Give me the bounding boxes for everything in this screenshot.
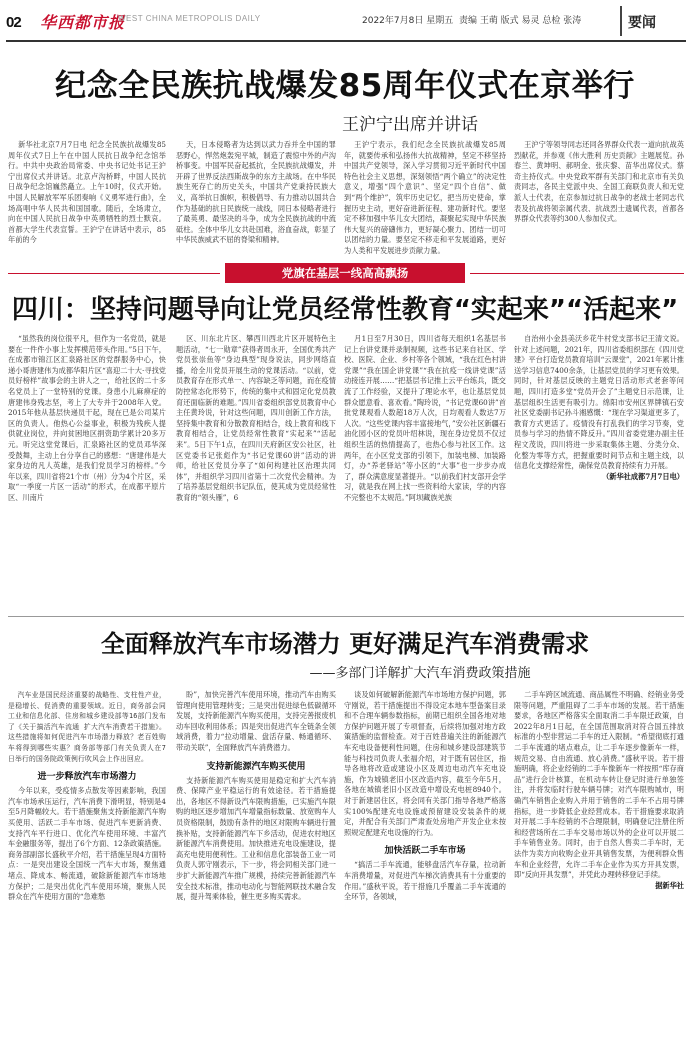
section-label: 要闻 [620,6,690,36]
article1-column-3: 王沪宁表示，我们纪念全民族抗战爆发85周年，就要传承和弘扬伟大抗战精神，坚定不移坚持中国共产党领导，深入学习贯彻习近平新时代中国特色社会主义思想，深刻领悟“两个确立”的决定性意义，增强“四个意识”、坚定“四个自信”、做到“两个维护”，筑牢历史记忆，把当历史使命，掌握历史主动，更好奋进新征程、建功新时代。要坚定不移加强中华儿女大团结，凝聚起实现中华民族伟大复兴的磅礴伟力，更好凝心聚力、团结一切可以团结的力量。要坚定不移走和平发展道路，更好为人类和平发展进步贡献力量。 [344,140,506,255]
article3-subhead-2: 支持新能源汽车购买使用 [206,761,306,772]
banner-rule-left [8,273,220,274]
article2-headline: 四川：坚持问题导向让党员经常性教育“实起来”“活起来” [11,295,679,325]
article2-source: （新华社成都7月7日电） [602,471,684,481]
issue-info [362,13,581,26]
article3-column-2: 盼”，加快完善汽车使用环境，推动汽车由购买管理向使用管理转变；三是突出促进绿色低碳循环发展，支持新能源汽车购买使用，支持完善报废机动车回收利用体系；四是突出促进汽车全链条全领域消费，着力“拉动增量、盘活存量、畅通循环、带动关联”，全面释放汽车消费潜力。 支持新能源汽车购买使用 支持新能源汽车购买使用是稳定和扩大汽车消费、保障产业平稳运行的有效途径。若干措施提出，各地区不得新设汽车限购措施，已实施汽车限购的地区逐步增加汽车增量指标数量、放宽购车人员资格限制，鼓励有条件的地区对限购车辆进行置换补贴，支持新能源汽车下乡活动，促进农村地区新能源汽车消费使用。加快推进充电设施建设，提高充电使用便利性。工业和信息化部装备工业一司负责人郭守刚表示，下一步，将会同相关部门进一步扩大新能源汽车推广规模，持续完善新能源汽车安全技术标准，推动电动化与智能网联技术融合发展，提升驾乘体验，催生更多购买需求。 [176,690,336,902]
article3-column-4: 二手车跨区域流通、商品属性不明确、经销业务受限等问题，严重阻碍了二手车市场的发展。若干措施要求，各地区严格落实全面取消二手车限迁政策，自2022年8月1日起，在全国范围取消对符合国五排放标准的小型非营运二手车的迁入限制。“希望彻底打通二手车流通的堵点难点，让二手车逐步像新车一样，规范交易、自由流通、放心消费。”盛秋平说。若干措施明确，将企业经销的二手车像新车一样按照“库存商品”进行会计核算，在机动车转让登记时进行单独签注，并将发临时行驶车辆号牌；对汽车限购城市，明确汽车销售企业购入并用于销售的二手车不占用号牌指标，进一步降低企业经营成本。若干措施要求取消对开展二手车经销的不合理限制，明确登记注册住所和经营场所在二手车交易市场以外的企业可以开展二手车销售业务。同时，由于自然人售卖二手车时，无法作为卖方向收购企业开具销售发票，为便利群众售车和企业经营，允许二手车企业作为买方开具发票，即“反向开具发票”，并凭此办理转移登记手续。 据新华社 [514,690,684,890]
paper-logo: 华西都市报 [40,13,126,32]
section-divider [8,616,684,617]
header-divider [6,40,686,42]
article3-column-3: 谈及如何破解新能源汽车市场地方保护问题，郭守刚说，若干措施提出不得设定本地车型备案目录和不合理车辆参数指标，前期已组织全国各地对地方保护问题开展了专项督查，后续将加强对地方政策措施的监督检查。对于百姓普遍关注的新能源汽车充电设备便利性问题，住房和城乡建设部建筑节能与科技司负责人张福介绍，对于既有居住区，指导各地将改造或建设小区及周边电动汽车充电设施，作为城镇老旧小区改造内容，截至今年5月，各地在城镇老旧小区改造中增设充电桩8940个。对于新建居住区，将会同有关部门指导各地严格落实100%配建充电设施或预留建设安装条件的规定，并配合有关部门严肃查处房地产开发企业未按照规定配建充电设施的行为。 加快活跃二手车市场 “搞活二手车流通，能够盘活汽车存量，拉动新车消费增量，对促进汽车梯次消费具有十分重要的作用。”盛秋平说，若干措施几乎覆盖二手车流通的全环节，各领域， [344,690,506,902]
article2-column-2: 区、川东北片区、攀西川西北片区开展特色主题活动，“七一勋章”获得者周永开，全国优秀共产党员张崇鱼等“身边典型”现身说法，同步网络直播，给全川党员开展生动的党课活动。“以前，党员教育存在形式单一、内容缺乏等问题，而在疫情防控常态化形势下，传统的集中式和固定化党员教育还面临新的难题。”四川省委组织部党员教育中心主任黄玲说，针对这些问题，四川创新工作方法，坚持集中教育和分散教育相结合，线上教育和线下教育相结合，让党员经常性教育“实起来”“活起来”。5日下午1点，在四川天府新区安公社区，社区党委书记张彪作为“书记党课60讲”活动的讲师，给社区党员分享了“如何构建社区治理共同体”，并组织学习四川省第十二次党代会精神。为了培养基层党组织书记队伍，使其成为党员经常性教育的“领头雁”，6 [176,334,336,502]
page-header [0,0,690,44]
article3-headline: 全面释放汽车市场潜力 更好满足汽车消费需求 [100,630,590,658]
article3-subhead-3: 加快活跃二手车市场 [384,846,466,857]
article2-column-4: 自治州小金县美沃乡花牛村党支部书记王清文说。针对上述问题，2021年，四川省委组织部在《四川党建》平台打造党员教育培训“云课堂”，2021年累计推送学习信息7400余条，让基层党员的学习更有效果。同时，针对基层反映的主题党日活动形式老套等问题，四川打造多堂“党员开会了”主题党日示范课，让基层组织生活更有吸引力。绵阳市安州区界牌镇石安社区党委副书记孙斗湘感慨：“现在学习渠道更多了，教育方式更活了。疫情没有打乱我们的学习节奏，党员参与学习的热情不降反升。”四川省委党建办副主任程文茂说，四川将进一步采取集体主题、分类分众、化整为零等方式，把握重要时间节点和主题主线，以信息化支撑经常性，确保党员教育持续有力开展。 （新华社成都7月7日电） [514,334,684,481]
article1-subheadline: 王沪宁出席并讲话 [342,115,478,135]
article1-headline: 纪念全民族抗战爆发85周年仪式在京举行 [55,68,635,104]
editor-credits: 责编 王萌 版式 易灵 总检 张涛 [458,16,582,26]
article2-column-1: “虽然我的岗位很平凡，但作为一名党员，就是要在一件件小事上发挥模范带头作用。”5日下午，在成都市锦江区汇泉路社区的党群服务中心，快递小哥唐建伟为成都华阳片区“喜迎二十大·寻找党员好榜样”故事会的主讲人之一，给社区的二十多名党员上了一堂特别的党课。身患小儿麻痹症的唐建伟身残志坚，考上了大专并于2008年入党。2015年他从基层快递员干起，现在已是公司某片区的负责人。他热心公益事业，积极为残疾人提供就业岗位，并向贫困地区捐资助学累计20多万元。听完这堂党课后，汇泉路社区的党员邓华深受鼓舞，主动上台分享自己的感想：“唐建伟是大家身边的凡人英雄，是我们党员学习的榜样。”今年以来，四川省将21个市（州）分为4个片区，采取“一季度一片区一活动”的形式，在成都平原片区、川南片 [8,334,166,502]
article1-column-2: 天，日本侵略者为达到以武力吞并全中国的罪恶野心，悍然炮轰宛平城，制造了震惊中外的卢沟桥事变。中国军民奋起抵抗，全民族抗战爆发，并开辟了世界反法西斯战争的东方主战场。在中华民族生死存亡的历史关头，中国共产党秉持民族大义，高举抗日旗帜，积极倡导、有力推动以国共合作为基础的抗日民族统一战线，同日本侵略者进行了最英勇、最坚决的斗争，成为全民族抗战的中流砥柱。全体中华儿女共赴国难，浴血奋战，彰显了中华民族威武不屈的脊梁和精神。 [176,140,336,245]
article1-column-4: 王沪宁等领导同志还同各界群众代表一道向抗战英烈献花，并参观《伟大胜利 历史贡献》主题展览。孙春兰、黄坤明、郝明金、张庆黎、苗华出席仪式。蔡奇主持仪式。中央党政军群有关部门和北京市有关负责同志，各民主党派中央、全国工商联负责人和无党派人士代表，在京参加过抗日战争的老战士老同志代表及抗战将领亲属代表、抗战烈士遗属代表，首都各界群众代表等约300人参加仪式。 [514,140,684,224]
article1-column-1: 新华社北京7月7日电 纪念全民族抗战爆发85周年仪式7日上午在中国人民抗日战争纪念馆举行。中共中央政治局常委、中央书记处书记王沪宁出席仪式并讲话。北京卢沟桥畔，中国人民抗日战争纪念馆巍然矗立。上午10时，仪式开始。中国人民解放军军乐团奏响《义勇军进行曲》，全场高唱中华人民共和国国歌。随后，全场肃立，向在中国人民抗日战争中英勇牺牲的烈士默哀。首都大学生代表宣誓。王沪宁在讲话中表示，85年前的今 [8,140,166,245]
article3-subhead-1: 进一步释放汽车市场潜力 [37,772,137,783]
issue-date: 2022年7月8日 星期五 [362,16,454,26]
article3-subheadline: ——多部门详解扩大汽车消费政策措施 [309,666,531,681]
page-number: 02 [6,14,21,31]
article3-column-1: 汽车业是国民经济重要的战略性、支柱性产业，是稳增长、促消费的重要领域。近日，商务部会同工业和信息化部、住房和城乡建设部等16部门发布了《关于搞活汽车流通 扩大汽车消费若干措施》。这些措施将如何促进汽车市场潜力释放？老百姓购车将得到哪些实惠？商务部等部门有关负责人在7日举行的国务院政策例行吹风会上作出回应。 进一步释放汽车市场潜力 今年以来，受疫情多点散发等因素影响，我国汽车市场承压运行，汽车消费下滑明显，特别是4至5月降幅较大。若干措施聚焦支持新能源汽车购买使用、活跃二手车市场、促进汽车更新消费、支持汽车平行进口、优化汽车使用环境、丰富汽车金融服务等，提出了6个方面、12条政策措施。商务部副部长盛秋平介绍，若干措施呈现4方面特点：一是突出建设全国统一汽车大市场，聚焦通堵点、降成本、畅流通，破除新能源汽车市场地方保护；二是突出优化汽车使用环境，聚焦人民群众在汽车使用方面的“急难愁 [8,691,166,902]
article3-source: 据新华社 [655,880,684,890]
paper-name-english: WEST CHINA METROPOLIS DAILY [118,14,261,23]
article2-column-3: 月1日至7月30日，四川省每天组织1名基层书记上台讲党课并录制视频，这些书记来自社区、学校、医院、企业、乡村等各个领域，“我在红色村讲党课”“我在国企讲党课”“我在抗疫一线讲党课”活动接连开展……“把基层书记推上云平台练兵，既交流了工作经验，又提升了理论水平，也让基层党员群众愿意看、喜欢看。”陶玲说，“书记党课60讲”首批党课观看人数超18万人次，日均观看人数达7万人次。“这些党课内容丰富接地气，”安公社区新疆石油化园小区的党员叶绍林说，现在身边党员不仅过组织生活的热情提高了，也热心参与社区工作。这两年，在小区党支部的引领下，加装电梯、加装路灯，办“养老驿站”等小区的“大事”也一步步办成了，群众满意度显著提升。“以前我们村支部开会学习，就是我在网上找一些资料给大家读，学的内容不完整也不太规范。”阿坝藏族羌族 [344,334,506,502]
banner-rule-right [470,273,684,274]
article3-intro: 汽车业是国民经济重要的战略性、支柱性产业，是稳增长、促消费的重要领域。近日，商务部会同工业和信息化部、住房和城乡建设部等16部门发布了《关于搞活汽车流通 扩大汽车消费若干措施》。这些措施将如何促进汽车市场潜力释放？老百姓购车将得到哪些实惠？商务部等部门有关负责人在7日举行的国务院政策例行吹风会上作出回应。 [8,691,166,763]
column-banner: 党旗在基层一线高高飘扬 [225,263,465,283]
